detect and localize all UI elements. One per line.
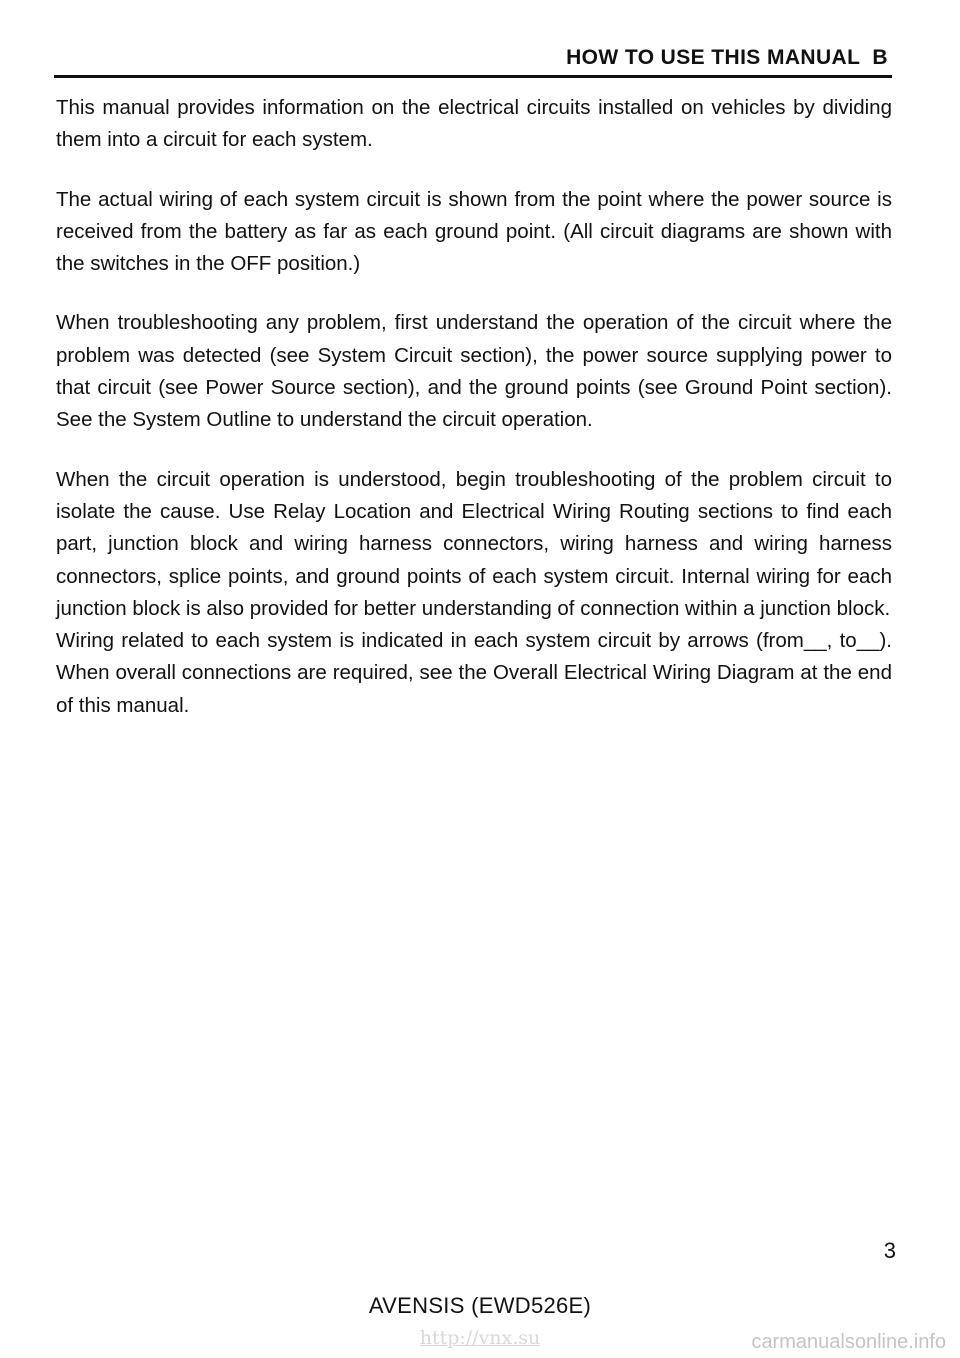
paragraph-intro: This manual provides information on the electrical circuits installed on vehicles by dividing them into a circuit for each system. — [56, 96, 892, 152]
paragraph-related-wiring: Wiring related to each system is indicated in each system circuit by arrows (from__, to__). When overall connections are required, see the Overall Electrical Wiring Diagram at the end of this manual. — [56, 629, 892, 717]
paragraph-isolate-cause: When the circuit operation is understood, begin troubleshooting of the problem circuit to isolate the cause. Use Relay Location and Electrical Wiring Routing sections to find each part, junction block and wiring harness connectors, wiring harness and wiring harness connectors, splice points, and ground points of each system circuit. Internal wiring for each junction block is also provided for better understanding of connection within a junction block. — [56, 467, 892, 620]
manual-body — [56, 92, 892, 749]
watermark-url: http://vnx.su — [419, 1327, 541, 1349]
page-header-title: HOW TO USE THIS MANUAL B — [566, 46, 888, 69]
footer-model-code: AVENSIS (EWD526E) — [368, 1293, 592, 1318]
paragraph-wiring-scope: The actual wiring of each system circuit is shown from the point where the power source is received from the battery as far as each ground point. (All circuit diagrams are shown with the switches in the OFF position.) — [56, 187, 892, 276]
header-divider — [54, 75, 892, 78]
watermark-site: carmanualsonline.info — [751, 1331, 946, 1353]
page-number: 3 — [883, 1238, 896, 1263]
paragraph-troubleshooting: When troubleshooting any problem, first understand the operation of the circuit where the problem was detected (see System Circuit section), the power source supplying power to that circuit (see Power Source section), and the ground points (see Ground Point section). See the System Outline to understand the circuit operation. — [56, 311, 892, 432]
